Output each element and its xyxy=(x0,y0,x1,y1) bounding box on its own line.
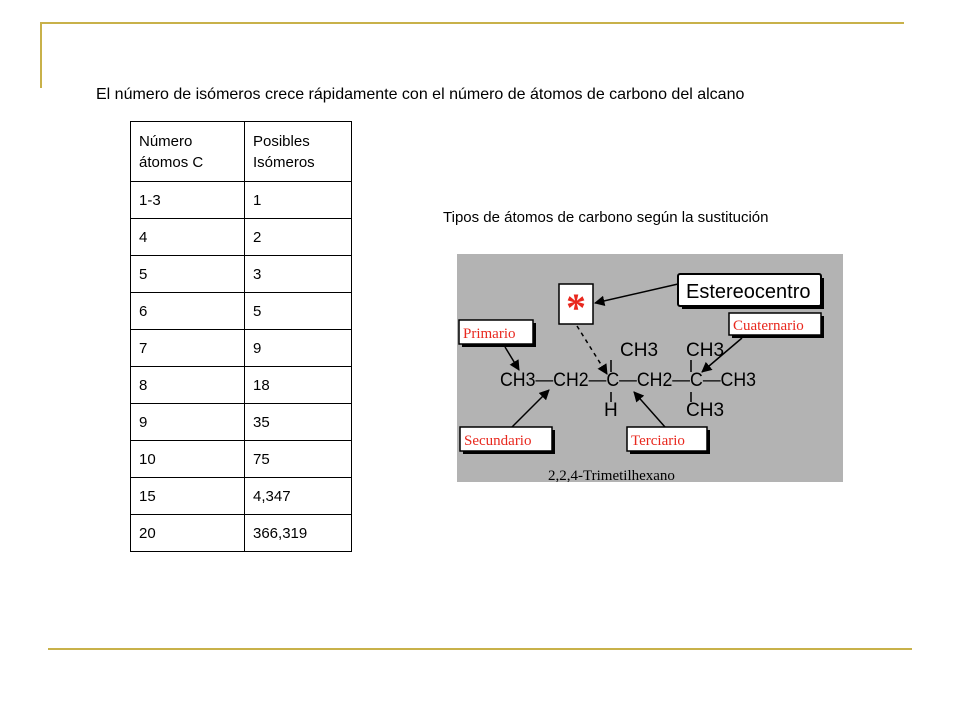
asterisk-icon: * xyxy=(566,285,586,330)
cell-isomers: 18 xyxy=(245,367,352,404)
header-carbon-atoms: Número átomos C xyxy=(131,122,245,182)
label-quaternary-text: Cuaternario xyxy=(733,318,804,334)
cell-carbons: 20 xyxy=(131,515,245,552)
cell-isomers: 3 xyxy=(245,256,352,293)
table-row xyxy=(131,256,352,293)
top-decorative-rule xyxy=(40,22,904,24)
cell-carbons: 4 xyxy=(131,219,245,256)
diagram-caption: Tipos de átomos de carbono según la sustitución xyxy=(443,209,769,226)
label-tertiary xyxy=(627,427,710,454)
slide-title: El número de isómeros crece rápidamente con el número de átomos de carbono del alcano xyxy=(96,86,745,103)
isomer-table xyxy=(130,121,352,552)
cell-isomers: 4,347 xyxy=(245,478,352,515)
cell-carbons: 9 xyxy=(131,404,245,441)
table-row xyxy=(131,515,352,552)
table-row xyxy=(131,330,352,367)
bottom-decorative-rule xyxy=(48,648,912,650)
structure-diagram-svg xyxy=(457,254,843,482)
formula-bottom-right: CH3 xyxy=(686,400,725,421)
table-row xyxy=(131,404,352,441)
label-primary xyxy=(459,320,536,347)
table-row xyxy=(131,219,352,256)
arrow-to-secondary xyxy=(512,390,549,427)
label-stereocenter xyxy=(678,274,824,309)
label-tertiary-text: Terciario xyxy=(631,433,685,449)
table-row xyxy=(131,182,352,219)
label-quaternary xyxy=(729,313,824,338)
cell-carbons: 1-3 xyxy=(131,182,245,219)
cell-carbons: 6 xyxy=(131,293,245,330)
label-primary-text: Primario xyxy=(463,326,516,342)
formula-top-right: CH3 xyxy=(686,340,725,361)
dashed-arrow-to-stereocenter-carbon xyxy=(577,326,607,374)
arrow-to-primary xyxy=(505,347,519,370)
cell-carbons: 5 xyxy=(131,256,245,293)
cell-carbons: 15 xyxy=(131,478,245,515)
table-row xyxy=(131,367,352,404)
label-stereocenter-text: Estereocentro xyxy=(686,281,811,303)
table-row xyxy=(131,293,352,330)
cell-carbons: 7 xyxy=(131,330,245,367)
formula-top-left: CH3 xyxy=(620,340,659,361)
table-row xyxy=(131,478,352,515)
carbon-types-diagram xyxy=(457,254,843,482)
cell-isomers: 5 xyxy=(245,293,352,330)
stereocenter-marker xyxy=(559,284,593,330)
header-possible-isomers: Posibles Isómeros xyxy=(245,122,352,182)
cell-carbons: 8 xyxy=(131,367,245,404)
arrow-to-tertiary xyxy=(634,392,665,427)
compound-name: 2,2,4-Trimetilhexano xyxy=(548,468,675,482)
formula-main-chain: CH3—CH2—C—CH2—C—CH3 xyxy=(500,370,756,391)
structural-formula xyxy=(500,340,756,421)
table-header-row xyxy=(131,122,352,182)
cell-isomers: 75 xyxy=(245,441,352,478)
label-secondary-text: Secundario xyxy=(464,433,532,449)
cell-carbons: 10 xyxy=(131,441,245,478)
cell-isomers: 9 xyxy=(245,330,352,367)
left-decorative-rule xyxy=(40,22,42,88)
cell-isomers: 35 xyxy=(245,404,352,441)
cell-isomers: 366,319 xyxy=(245,515,352,552)
arrow-to-stereocenter xyxy=(595,284,678,303)
cell-isomers: 2 xyxy=(245,219,352,256)
formula-bottom-left: H xyxy=(604,400,618,421)
label-secondary xyxy=(460,427,555,454)
table-row xyxy=(131,441,352,478)
cell-isomers: 1 xyxy=(245,182,352,219)
